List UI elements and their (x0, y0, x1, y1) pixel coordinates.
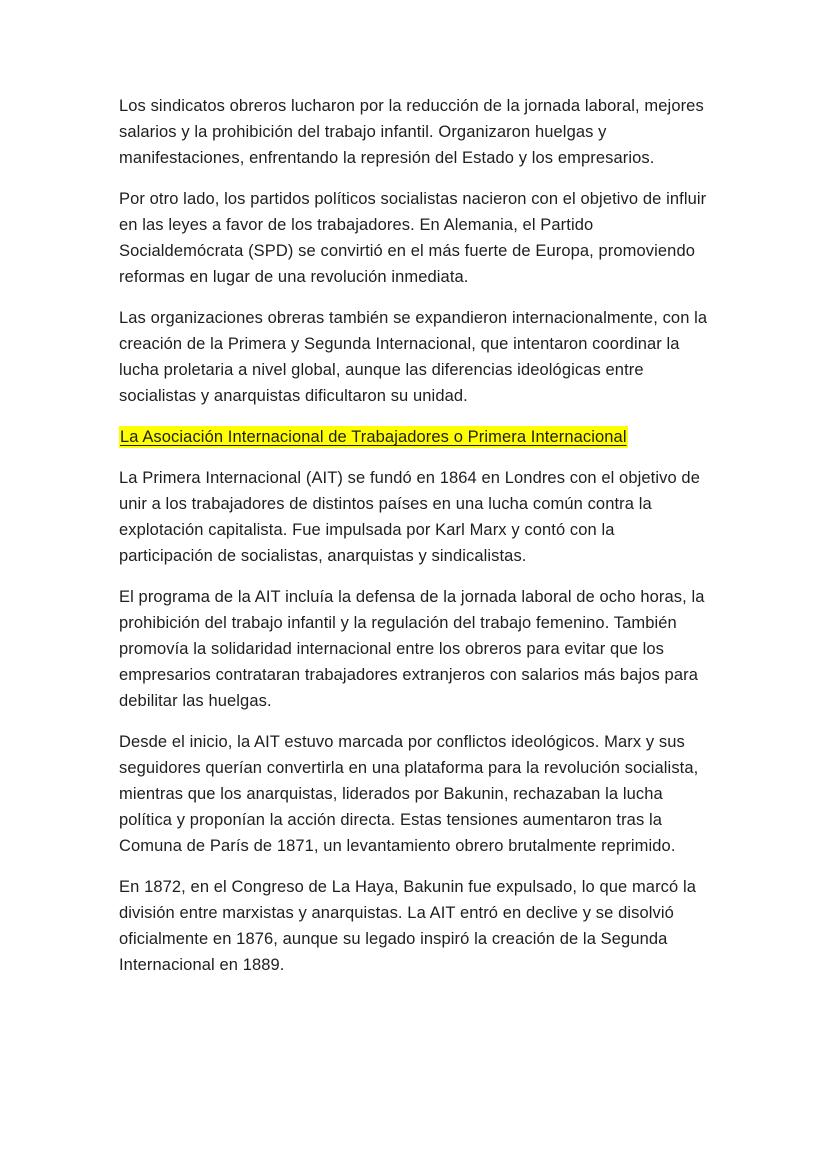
paragraph: Desde el inicio, la AIT estuvo marcada por conflictos ideológicos. Marx y sus seguidores querían convertirla en una plataforma para la revolución socialista, mientras que los anarquistas, liderados por Bakunin, rechazaban la lucha política y proponían la acción directa. Estas tensiones aumentaron tras la Comuna de París de 1871, un levantamiento obrero brutalmente reprimido. (119, 733, 699, 855)
highlighted-heading-text: La Asociación Internacional de Trabajadores o Primera Internacional (120, 428, 627, 446)
paragraph: En 1872, en el Congreso de La Haya, Bakunin fue expulsado, lo que marcó la división entre marxistas y anarquistas. La AIT entró en declive y se disolvió oficialmente en 1876, aunque su legado inspiró la creación de la Segunda Internacional en 1889. (119, 878, 697, 974)
paragraph: El programa de la AIT incluía la defensa de la jornada laboral de ocho horas, la prohibición del trabajo infantil y la regulación del trabajo femenino. También promovía la solidaridad internacional entre los obreros para evitar que los empresarios contrataran trabajadores extranjeros con salarios más bajos para debilitar las huelgas. (119, 588, 705, 710)
paragraph: Las organizaciones obreras también se expandieron internacionalmente, con la creación de la Primera y Segunda Internacional, que intentaron coordinar la lucha proletaria a nivel global, aunque las diferencias ideológicas entre socialistas y anarquistas dificultaron su unidad. (119, 309, 708, 405)
section-heading (119, 424, 710, 450)
paragraph: Por otro lado, los partidos políticos socialistas nacieron con el objetivo de influir en las leyes a favor de los trabajadores. En Alemania, el Partido Socialdemócrata (SPD) se convirtió en el más fuerte de Europa, promoviendo reformas en lugar de una revolución inmediata. (119, 190, 707, 286)
paragraph: La Primera Internacional (AIT) se fundó en 1864 en Londres con el objetivo de unir a los trabajadores de distintos países en una lucha común contra la explotación capitalista. Fue impulsada por Karl Marx y contó con la participación de socialistas, anarquistas y sindicalistas. (119, 469, 700, 565)
paragraph: Los sindicatos obreros lucharon por la reducción de la jornada laboral, mejores salarios y la prohibición del trabajo infantil. Organizaron huelgas y manifestaciones, enfrentando la represión del Estado y los empresarios. (119, 97, 704, 167)
